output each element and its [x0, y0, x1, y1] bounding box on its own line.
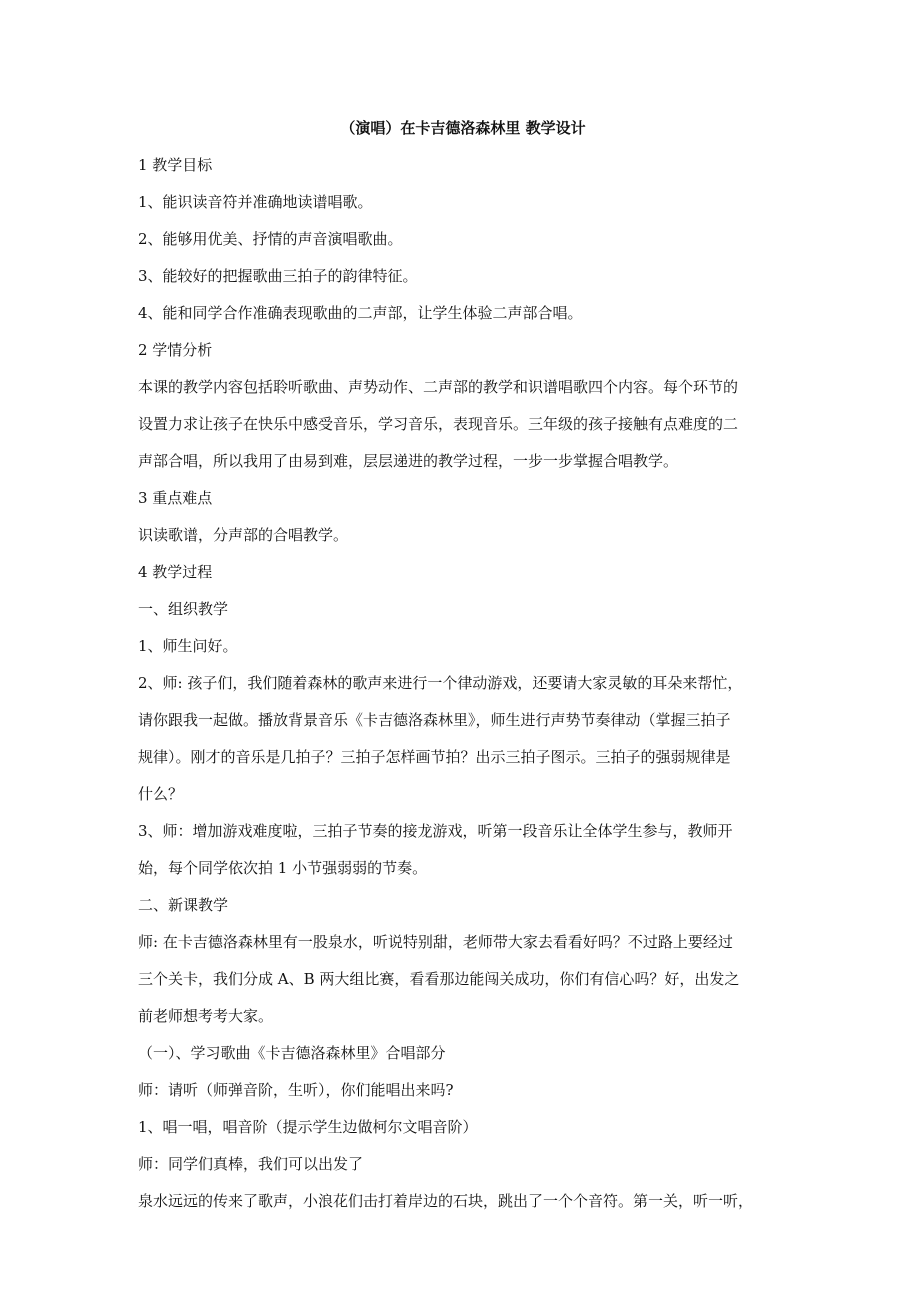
heading-teaching-process: 4 教学过程 [138, 563, 213, 581]
paragraph-line: 3、师：增加游戏难度啦，三拍子节奏的接龙游戏，听第一段音乐让全体学生参与，教师开 [138, 822, 733, 840]
paragraph-line: 始，每个同学依次拍 1 小节强弱弱的节奏。 [138, 859, 428, 877]
dialogue-line: 师：同学们真棒，我们可以出发了 [138, 1155, 364, 1173]
paragraph-line: 师: 在卡吉德洛森林里有一股泉水，听说特别甜，老师带大家去看看好吗？不过路上要经过 [138, 933, 733, 951]
process-step-2 [138, 673, 788, 804]
goal-item-3: 3、能较好的把握歌曲三拍子的韵律特征。 [138, 267, 418, 285]
document-title: （演唱）在卡吉德洛森林里 教学设计 [340, 119, 586, 137]
paragraph-new-lesson-intro [138, 932, 788, 1026]
paragraph-line: 规律）。刚才的音乐是几拍子？三拍子怎样画节拍？出示三拍子图示。三拍子的强弱规律是 [138, 748, 731, 766]
heading-teaching-goals: 1 教学目标 [138, 156, 213, 174]
heading-key-points: 3 重点难点 [138, 489, 213, 507]
paragraph-line: 什么？ [138, 785, 184, 803]
goal-item-1: 1、能识读音符并准确地读谱唱歌。 [138, 193, 373, 211]
paragraph-key-points: 识读歌谱，分声部的合唱教学。 [138, 526, 349, 544]
paragraph-line: 2、师: 孩子们，我们随着森林的歌声来进行一个律动游戏，还要请大家灵敏的耳朵来帮忙， [138, 674, 743, 692]
goal-item-4: 4、能和同学合作准确表现歌曲的二声部，让学生体验二声部合唱。 [138, 304, 583, 322]
process-step-1: 1、师生问好。 [138, 637, 238, 655]
paragraph-line: 前老师想考考大家。 [138, 1007, 274, 1025]
activity-sing-scale: 1、唱一唱，唱音阶（提示学生边做柯尔文唱音阶） [138, 1118, 478, 1136]
paragraph-line: 泉水远远的传来了歌声，小浪花们击打着岸边的石块，跳出了一个个音符。第一关，听一听， [138, 1192, 754, 1210]
paragraph-line: 设置力求让孩子在快乐中感受音乐，学习音乐，表现音乐。三年级的孩子接触有点难度的二 [138, 415, 739, 433]
paragraph-line: 请你跟我一起做。播放背景音乐《卡吉德洛森林里》，师生进行声势节奏律动（掌握三拍子 [138, 711, 731, 729]
paragraph-line: 本课的教学内容包括聆听歌曲、声势动作、二声部的教学和识谱唱歌四个内容。每个环节的 [138, 378, 739, 396]
process-step-3 [138, 821, 788, 878]
subheading-chorus-part: （一）、学习歌曲《卡吉德洛森林里》合唱部分 [138, 1044, 446, 1062]
paragraph-line: 声部合唱，所以我用了由易到难，层层递进的教学过程，一步一步掌握合唱教学。 [138, 452, 679, 470]
paragraph-student-analysis [138, 377, 788, 471]
goal-item-2: 2、能够用优美、抒情的声音演唱歌曲。 [138, 230, 403, 248]
paragraph-line: 三个关卡，我们分成 A、B 两大组比赛，看看那边能闯关成功，你们有信心吗？好，出发之 [138, 970, 740, 988]
heading-student-analysis: 2 学情分析 [138, 341, 213, 359]
document-page [138, 118, 788, 1228]
dialogue-line: 师：请听（师弹音阶，生听），你们能唱出来吗? [138, 1081, 454, 1099]
subheading-new-lesson: 二、新课教学 [138, 896, 229, 914]
subheading-organize-teaching: 一、组织教学 [138, 600, 229, 618]
